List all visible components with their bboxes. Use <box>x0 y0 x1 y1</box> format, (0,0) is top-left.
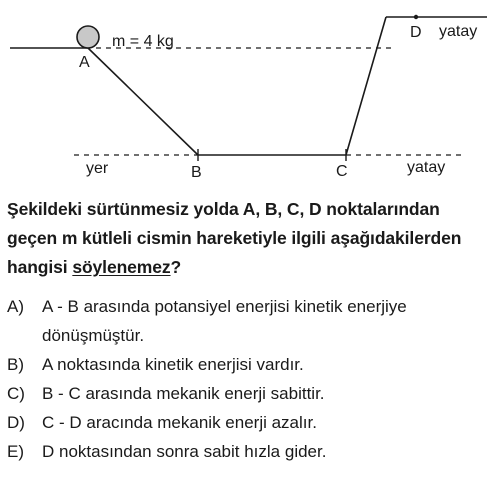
option-c[interactable] <box>7 379 487 408</box>
option-a-text: A - B arasında potansiyel enerjisi kinetik enerjiye dönüşmüştür. <box>42 297 407 345</box>
option-d[interactable] <box>7 408 487 437</box>
label-horizontal-bottom: yatay <box>407 159 446 176</box>
question-highlight: söylenemez <box>72 257 171 277</box>
option-e-label: E) <box>7 442 24 461</box>
label-ground: yer <box>86 160 109 177</box>
option-b[interactable] <box>7 350 487 379</box>
option-d-label: D) <box>7 413 25 432</box>
ball <box>77 26 99 48</box>
question-end: ? <box>170 257 182 277</box>
track-figure <box>0 0 493 190</box>
option-b-label: B) <box>7 355 24 374</box>
question-body: Şekildeki sürtünmesiz yolda A, B, C, D noktalarından geçen m kütleli cismin hareketiyle ilgili aşağıdakilerden hangisi <box>7 199 462 277</box>
option-c-label: C) <box>7 384 25 403</box>
answer-options <box>7 292 487 466</box>
label-point-a: A <box>79 54 90 71</box>
option-e-text: D noktasından sonra sabit hızla gider. <box>42 442 327 461</box>
option-c-text: B - C arasında mekanik enerji sabittir. <box>42 384 325 403</box>
label-horizontal-top: yatay <box>439 23 478 40</box>
option-d-text: C - D aracında mekanik enerji azalır. <box>42 413 317 432</box>
option-e[interactable] <box>7 437 487 466</box>
mass-label: m = 4 kg <box>112 33 174 50</box>
label-point-b: B <box>191 164 202 181</box>
label-point-c: C <box>336 163 348 180</box>
label-point-d: D <box>410 24 422 41</box>
option-b-text: A noktasında kinetik enerjisi vardır. <box>42 355 304 374</box>
slope-a-b <box>88 48 198 155</box>
question-text <box>7 195 485 282</box>
option-a-label: A) <box>7 297 24 316</box>
slope-c-d <box>346 17 386 155</box>
point-d-dot <box>414 15 418 19</box>
option-a[interactable] <box>7 292 487 350</box>
